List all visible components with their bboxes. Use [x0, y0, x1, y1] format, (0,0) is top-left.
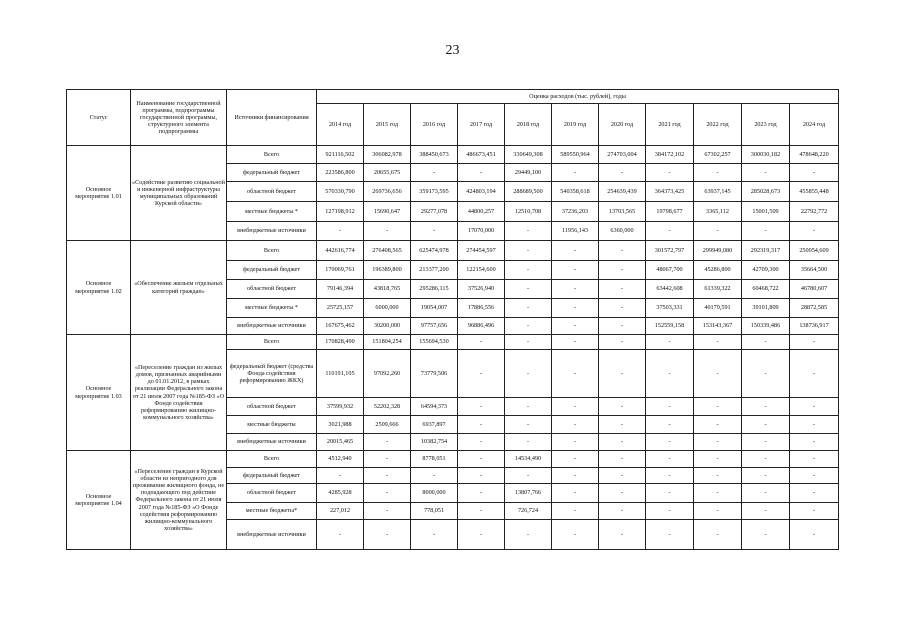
value-cell: - [505, 280, 552, 299]
value-cell: - [552, 299, 599, 318]
value-cell: - [790, 398, 839, 416]
value-cell: 22792,772 [790, 202, 839, 222]
value-cell: 110191,105 [317, 350, 364, 398]
value-cell: 921116,502 [317, 146, 364, 164]
value-cell: 170069,761 [317, 261, 364, 280]
value-cell: - [742, 484, 790, 503]
funding-source: областной бюджет [227, 484, 317, 503]
value-cell: - [599, 350, 646, 398]
funding-source: местные бюджеты * [227, 299, 317, 318]
value-cell: 127198,912 [317, 202, 364, 222]
value-cell: - [742, 350, 790, 398]
value-cell: - [505, 434, 552, 451]
value-cell: - [742, 434, 790, 451]
funding-source: Всего [227, 146, 317, 164]
value-cell: - [694, 468, 742, 484]
value-cell: - [742, 398, 790, 416]
value-cell: 6937,897 [411, 416, 458, 434]
value-cell: - [646, 350, 694, 398]
value-cell: 254639,439 [599, 182, 646, 202]
value-cell: 570330,790 [317, 182, 364, 202]
value-cell: 223586,800 [317, 164, 364, 182]
value-cell: 442616,774 [317, 241, 364, 261]
value-cell: 196389,800 [364, 261, 411, 280]
header-year: 2017 год [458, 104, 505, 146]
value-cell: - [599, 416, 646, 434]
value-cell: 285028,673 [742, 182, 790, 202]
value-cell: 306082,978 [364, 146, 411, 164]
value-cell: 778,051 [411, 503, 458, 520]
value-cell: 8000,000 [411, 484, 458, 503]
value-cell: - [552, 164, 599, 182]
section-name: «Переселение граждан из жилых домов, признанных аварийными до 01.01.2012, в рамках реализации Федерального закона от 21 июля 2007 года №185-ФЗ «О Фонде содействия реформированию жилищно-коммунального хозяйства» [131, 335, 227, 451]
value-cell: - [505, 416, 552, 434]
value-cell: - [646, 434, 694, 451]
value-cell: - [790, 416, 839, 434]
value-cell: 17070,000 [458, 222, 505, 241]
value-cell: 35664,500 [790, 261, 839, 280]
value-cell: - [790, 520, 839, 550]
value-cell: 25725,157 [317, 299, 364, 318]
value-cell: - [694, 222, 742, 241]
header-year: 2015 год [364, 104, 411, 146]
value-cell: - [790, 350, 839, 398]
value-cell: 29449,100 [505, 164, 552, 182]
value-cell: - [505, 261, 552, 280]
value-cell: - [599, 398, 646, 416]
value-cell: 364373,425 [646, 182, 694, 202]
value-cell: - [790, 468, 839, 484]
value-cell: 39101,809 [742, 299, 790, 318]
value-cell: - [411, 520, 458, 550]
value-cell: 37236,203 [552, 202, 599, 222]
value-cell: - [599, 261, 646, 280]
header-year: 2014 год [317, 104, 364, 146]
value-cell: - [505, 299, 552, 318]
value-cell: - [599, 484, 646, 503]
value-cell: - [552, 318, 599, 335]
value-cell: 79146,394 [317, 280, 364, 299]
value-cell: 269736,656 [364, 182, 411, 202]
value-cell: - [646, 416, 694, 434]
budget-table [66, 89, 839, 550]
value-cell: 726,724 [505, 503, 552, 520]
value-cell: 97092,260 [364, 350, 411, 398]
value-cell: - [694, 503, 742, 520]
value-cell: 15690,647 [364, 202, 411, 222]
value-cell: 6360,000 [599, 222, 646, 241]
value-cell: 10382,754 [411, 434, 458, 451]
value-cell: - [694, 416, 742, 434]
value-cell: - [646, 520, 694, 550]
value-cell: - [552, 335, 599, 350]
value-cell: 3365,112 [694, 202, 742, 222]
section-name: «Переселение граждан в Курской области из непригодного для проживания жилищного фонда, не подпадающего под действие Федерального закона от 21 июля 2007 года №185-ФЗ «О Фонде содействия реформированию жилищно-коммунального хозяйства» [131, 451, 227, 550]
value-cell: - [646, 503, 694, 520]
value-cell: 478648,220 [790, 146, 839, 164]
value-cell: 96886,496 [458, 318, 505, 335]
funding-source: внебюджетные источники [227, 318, 317, 335]
value-cell: 150339,486 [742, 318, 790, 335]
value-cell: 19054,007 [411, 299, 458, 318]
value-cell: - [505, 350, 552, 398]
value-cell: 37503,331 [646, 299, 694, 318]
value-cell: 155694,530 [411, 335, 458, 350]
table-row [67, 241, 839, 261]
header-sources: Источники финансирования [227, 90, 317, 146]
value-cell: - [599, 520, 646, 550]
value-cell: - [552, 280, 599, 299]
value-cell: 250054,609 [790, 241, 839, 261]
value-cell: - [364, 503, 411, 520]
funding-source: федеральный бюджет [227, 468, 317, 484]
funding-source: федеральный бюджет [227, 261, 317, 280]
value-cell: - [364, 222, 411, 241]
table-row [67, 335, 839, 350]
value-cell: 40179,591 [694, 299, 742, 318]
value-cell: - [790, 164, 839, 182]
value-cell: 4512,940 [317, 451, 364, 468]
table-row [67, 451, 839, 468]
value-cell: - [742, 222, 790, 241]
section-name: «Содействие развитию социальной и инженерной инфраструктуры муниципальных образований Курской области» [131, 146, 227, 241]
value-cell: 12510,708 [505, 202, 552, 222]
value-cell: 42709,300 [742, 261, 790, 280]
value-cell: 14534,490 [505, 451, 552, 468]
value-cell: - [458, 164, 505, 182]
value-cell: - [458, 484, 505, 503]
value-cell: 6000,000 [364, 299, 411, 318]
section-name: «Обеспечение жильем отдельных категорий граждан» [131, 241, 227, 335]
value-cell: - [646, 468, 694, 484]
funding-source: местные бюджеты [227, 416, 317, 434]
value-cell: - [742, 335, 790, 350]
value-cell: 73779,506 [411, 350, 458, 398]
value-cell: - [599, 451, 646, 468]
value-cell: 153143,367 [694, 318, 742, 335]
value-cell: - [364, 434, 411, 451]
funding-source: федеральный бюджет [227, 164, 317, 182]
value-cell: - [599, 164, 646, 182]
value-cell: - [790, 222, 839, 241]
value-cell: 227,012 [317, 503, 364, 520]
value-cell: - [646, 335, 694, 350]
value-cell: 274703,004 [599, 146, 646, 164]
value-cell: 138736,917 [790, 318, 839, 335]
value-cell: 4285,928 [317, 484, 364, 503]
value-cell: 625474,978 [411, 241, 458, 261]
funding-source: Всего [227, 241, 317, 261]
value-cell: - [694, 520, 742, 550]
header-year: 2019 год [552, 104, 599, 146]
value-cell: - [599, 280, 646, 299]
value-cell: - [364, 484, 411, 503]
value-cell: - [790, 451, 839, 468]
funding-source: Всего [227, 335, 317, 350]
value-cell: - [599, 299, 646, 318]
value-cell: - [411, 468, 458, 484]
value-cell: 29277,078 [411, 202, 458, 222]
value-cell: - [694, 398, 742, 416]
value-cell: 152559,158 [646, 318, 694, 335]
value-cell: - [790, 503, 839, 520]
value-cell: 151804,254 [364, 335, 411, 350]
value-cell: 2509,666 [364, 416, 411, 434]
value-cell: - [505, 335, 552, 350]
value-cell: - [552, 398, 599, 416]
value-cell: - [599, 468, 646, 484]
section-status: Основное мероприятие 1.04 [67, 451, 131, 550]
funding-source: внебюджетные источники [227, 222, 317, 241]
value-cell: - [317, 520, 364, 550]
value-cell: - [552, 468, 599, 484]
value-cell: 45286,800 [694, 261, 742, 280]
value-cell: - [742, 164, 790, 182]
value-cell: - [694, 434, 742, 451]
value-cell: 299949,080 [694, 241, 742, 261]
value-cell: - [364, 520, 411, 550]
funding-source: Всего [227, 451, 317, 468]
value-cell: 300030,182 [742, 146, 790, 164]
value-cell: - [458, 451, 505, 468]
value-cell: 28872,585 [790, 299, 839, 318]
value-cell: 359173,595 [411, 182, 458, 202]
value-cell: 213377,200 [411, 261, 458, 280]
value-cell: - [411, 164, 458, 182]
value-cell: 97757,656 [411, 318, 458, 335]
value-cell: - [599, 335, 646, 350]
funding-source: областной бюджет [227, 398, 317, 416]
value-cell: - [552, 451, 599, 468]
value-cell: 292319,317 [742, 241, 790, 261]
value-cell: 295286,115 [411, 280, 458, 299]
table-row [67, 146, 839, 164]
value-cell: 11956,143 [552, 222, 599, 241]
value-cell: - [458, 468, 505, 484]
value-cell: 44800,257 [458, 202, 505, 222]
value-cell: - [694, 164, 742, 182]
value-cell: - [790, 434, 839, 451]
funding-source: областной бюджет [227, 182, 317, 202]
value-cell: - [694, 484, 742, 503]
value-cell: 13807,766 [505, 484, 552, 503]
value-cell: 8778,051 [411, 451, 458, 468]
value-cell: 276408,565 [364, 241, 411, 261]
value-cell: - [646, 484, 694, 503]
value-cell: - [364, 468, 411, 484]
page-number: 23 [445, 43, 460, 58]
value-cell: - [458, 503, 505, 520]
funding-source: областной бюджет [227, 280, 317, 299]
value-cell: - [411, 222, 458, 241]
value-cell: 37599,932 [317, 398, 364, 416]
header-year: 2022 год [694, 104, 742, 146]
value-cell: - [317, 222, 364, 241]
value-cell: 30200,000 [364, 318, 411, 335]
value-cell: - [599, 318, 646, 335]
value-cell: 455855,448 [790, 182, 839, 202]
value-cell: 20015,465 [317, 434, 364, 451]
value-cell: - [599, 503, 646, 520]
value-cell: 61339,322 [694, 280, 742, 299]
value-cell: 43818,765 [364, 280, 411, 299]
value-cell: - [458, 398, 505, 416]
value-cell: - [742, 503, 790, 520]
value-cell: 37526,940 [458, 280, 505, 299]
funding-source: внебюджетные источники [227, 434, 317, 451]
header-estimate: Оценка расходов (тыс. рублей), годы [317, 90, 839, 104]
value-cell: 17886,556 [458, 299, 505, 318]
funding-source: федеральный бюджет (средства Фонда содействия реформированию ЖКХ) [227, 350, 317, 398]
value-cell: 60468,722 [742, 280, 790, 299]
value-cell: - [742, 468, 790, 484]
header-year: 2018 год [505, 104, 552, 146]
value-cell: 589550,964 [552, 146, 599, 164]
section-status: Основное мероприятие 1.02 [67, 241, 131, 335]
value-cell: 388450,673 [411, 146, 458, 164]
value-cell: 424803,194 [458, 182, 505, 202]
funding-source: местные бюджеты * [227, 202, 317, 222]
header-program-name: Наименование государственной программы, подпрограммы государственной программы, структурного элемента подпрограммы [131, 90, 227, 146]
value-cell: 288689,500 [505, 182, 552, 202]
header-year: 2021 год [646, 104, 694, 146]
value-cell: 3021,988 [317, 416, 364, 434]
value-cell: - [646, 451, 694, 468]
value-cell: - [552, 503, 599, 520]
value-cell: - [552, 416, 599, 434]
value-cell: - [790, 484, 839, 503]
value-cell: - [742, 451, 790, 468]
value-cell: - [505, 520, 552, 550]
value-cell: - [694, 350, 742, 398]
value-cell: 64594,373 [411, 398, 458, 416]
value-cell: - [505, 468, 552, 484]
header-year: 2016 год [411, 104, 458, 146]
section-status: Основное мероприятие 1.03 [67, 335, 131, 451]
value-cell: - [646, 164, 694, 182]
header-year: 2020 год [599, 104, 646, 146]
value-cell: - [694, 335, 742, 350]
value-cell: 48067,700 [646, 261, 694, 280]
value-cell: 540358,618 [552, 182, 599, 202]
funding-source: местные бюджеты* [227, 503, 317, 520]
value-cell: - [458, 434, 505, 451]
value-cell: - [505, 241, 552, 261]
value-cell: - [552, 241, 599, 261]
funding-source: внебюджетные источники [227, 520, 317, 550]
value-cell: 46780,607 [790, 280, 839, 299]
section-status: Основное мероприятие 1.01 [67, 146, 131, 241]
value-cell: - [364, 451, 411, 468]
value-cell: - [552, 434, 599, 451]
value-cell: - [458, 416, 505, 434]
value-cell: - [694, 451, 742, 468]
value-cell: 19798,677 [646, 202, 694, 222]
value-cell: 384172,102 [646, 146, 694, 164]
value-cell: - [505, 398, 552, 416]
header-status: Статус [67, 90, 131, 146]
value-cell: - [552, 350, 599, 398]
value-cell: 15001,509 [742, 202, 790, 222]
value-cell: 122154,600 [458, 261, 505, 280]
value-cell: - [599, 241, 646, 261]
value-cell: 301572,797 [646, 241, 694, 261]
value-cell: 52202,328 [364, 398, 411, 416]
value-cell: 486673,451 [458, 146, 505, 164]
value-cell: - [552, 484, 599, 503]
value-cell: 170828,490 [317, 335, 364, 350]
value-cell: - [646, 222, 694, 241]
header-year: 2024 год [790, 104, 839, 146]
value-cell: 63442,608 [646, 280, 694, 299]
value-cell: - [317, 468, 364, 484]
header-year: 2023 год [742, 104, 790, 146]
value-cell: - [552, 261, 599, 280]
value-cell: - [458, 520, 505, 550]
value-cell: - [742, 520, 790, 550]
value-cell: - [458, 335, 505, 350]
value-cell: - [742, 416, 790, 434]
value-cell: - [552, 520, 599, 550]
value-cell: 67302,257 [694, 146, 742, 164]
value-cell: - [790, 335, 839, 350]
value-cell: 330649,308 [505, 146, 552, 164]
value-cell: 20655,675 [364, 164, 411, 182]
value-cell: - [458, 350, 505, 398]
value-cell: 63937,145 [694, 182, 742, 202]
value-cell: - [599, 434, 646, 451]
value-cell: - [505, 222, 552, 241]
value-cell: 274454,597 [458, 241, 505, 261]
value-cell: 13703,565 [599, 202, 646, 222]
value-cell: - [505, 318, 552, 335]
value-cell: 167675,462 [317, 318, 364, 335]
value-cell: - [646, 398, 694, 416]
